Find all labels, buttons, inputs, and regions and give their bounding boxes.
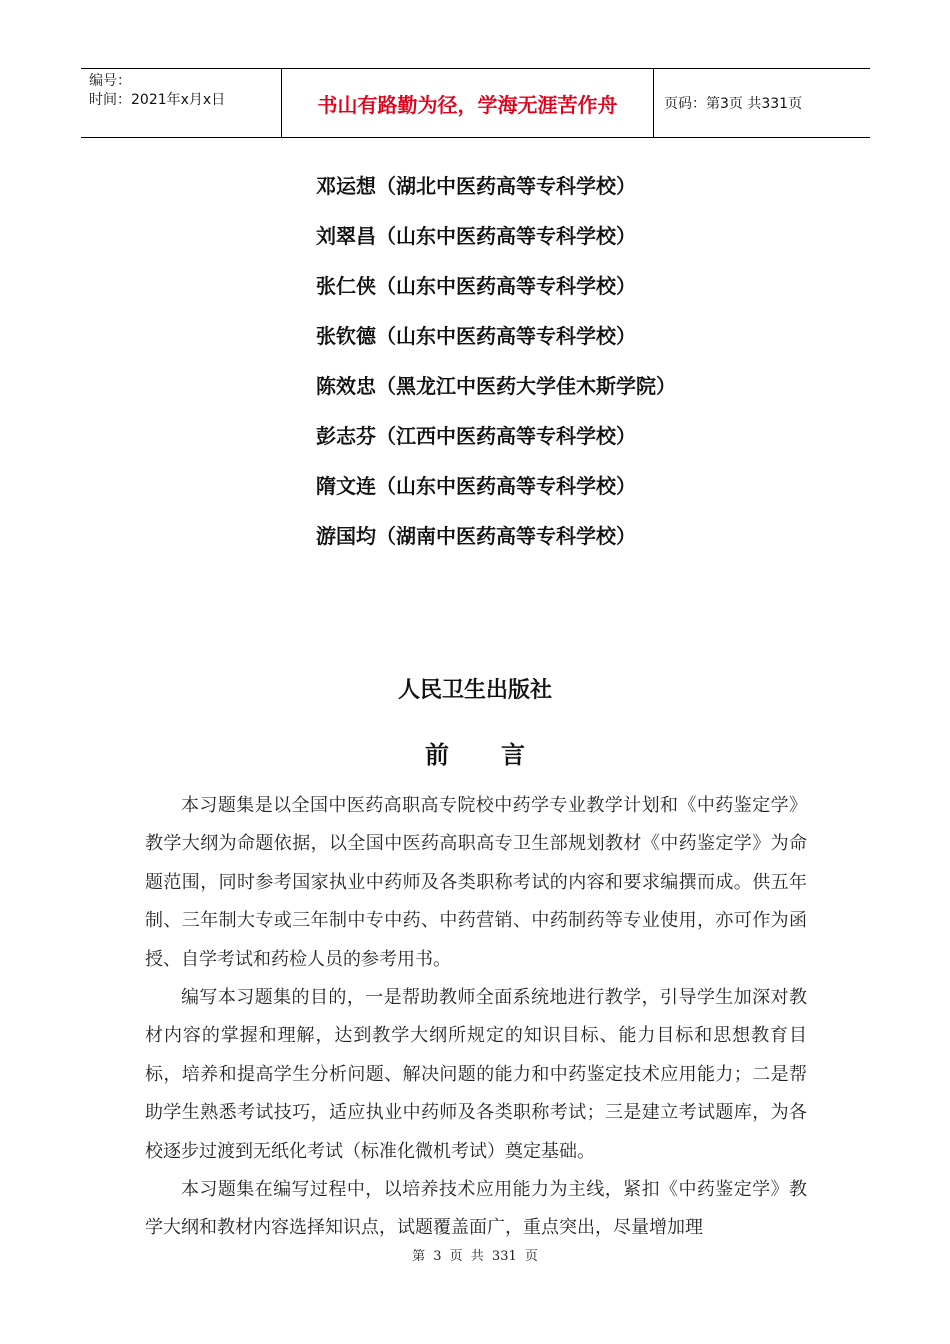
author-entry: 陈效忠（黑龙江中医药大学佳木斯学院） — [316, 374, 676, 398]
publisher-name: 人民卫生出版社 — [397, 678, 552, 703]
author-entry: 彭志芬（江西中医药高等专科学校） — [316, 424, 636, 448]
author-entry: 隋文连（山东中医药高等专科学校） — [316, 474, 636, 498]
author-entry: 游国均（湖南中医药高等专科学校） — [316, 524, 636, 548]
author-entry: 张钦德（山东中医药高等专科学校） — [316, 324, 636, 348]
preface-body — [145, 787, 807, 1248]
header-table — [81, 68, 870, 138]
header-meta-cell — [81, 69, 282, 137]
header-page-info: 页码：第3页 共331页 — [664, 96, 803, 112]
header-motto: 书山有路勤为径，学海无涯苦作舟 — [317, 92, 618, 117]
page-footer: 第 3 页 共 331 页 — [412, 1249, 538, 1264]
document-date-label: 时间：2021年x月x日 — [89, 92, 226, 108]
preface-paragraph: 编写本习题集的目的，一是帮助教师全面系统地进行教学，引导学生加深对教材内容的掌握和理解，达到教学大纲所规定的知识目标、能力目标和思想教育目标，培养和提高学生分析问题、解决问题的能力和中药鉴定技术应用能力；二是帮助学生熟悉考试技巧，适应执业中药师及各类职称考试；三是建立考试题库，为各校逐步过渡到无纸化考试（标准化微机考试）奠定基础。 — [145, 987, 807, 1162]
preface-title: 前言 — [425, 741, 577, 769]
author-entry: 刘翠昌（山东中医药高等专科学校） — [316, 224, 636, 248]
preface-paragraph: 本习题集在编写过程中，以培养技术应用能力为主线，紧扣《中药鉴定学》教学大纲和教材内容选择知识点，试题覆盖面广，重点突出，尽量增加理 — [145, 1179, 807, 1239]
header-motto-cell — [282, 69, 654, 137]
document-number-label: 编号： — [89, 73, 131, 89]
author-entry: 张仁侠（山东中医药高等专科学校） — [316, 274, 636, 298]
preface-paragraph: 本习题集是以全国中医药高职高专院校中药学专业教学计划和《中药鉴定学》教学大纲为命题依据，以全国中医药高职高专卫生部规划教材《中药鉴定学》为命题范围，同时参考国家执业中药师及各类职称考试的内容和要求编撰而成。供五年制、三年制大专或三年制中专中药、中药营销、中药制药等专业使用，亦可作为函授、自学考试和药检人员的参考用书。 — [145, 795, 807, 970]
author-list — [316, 168, 676, 568]
header-page-cell — [654, 69, 870, 137]
author-entry: 邓运想（湖北中医药高等专科学校） — [316, 174, 636, 198]
